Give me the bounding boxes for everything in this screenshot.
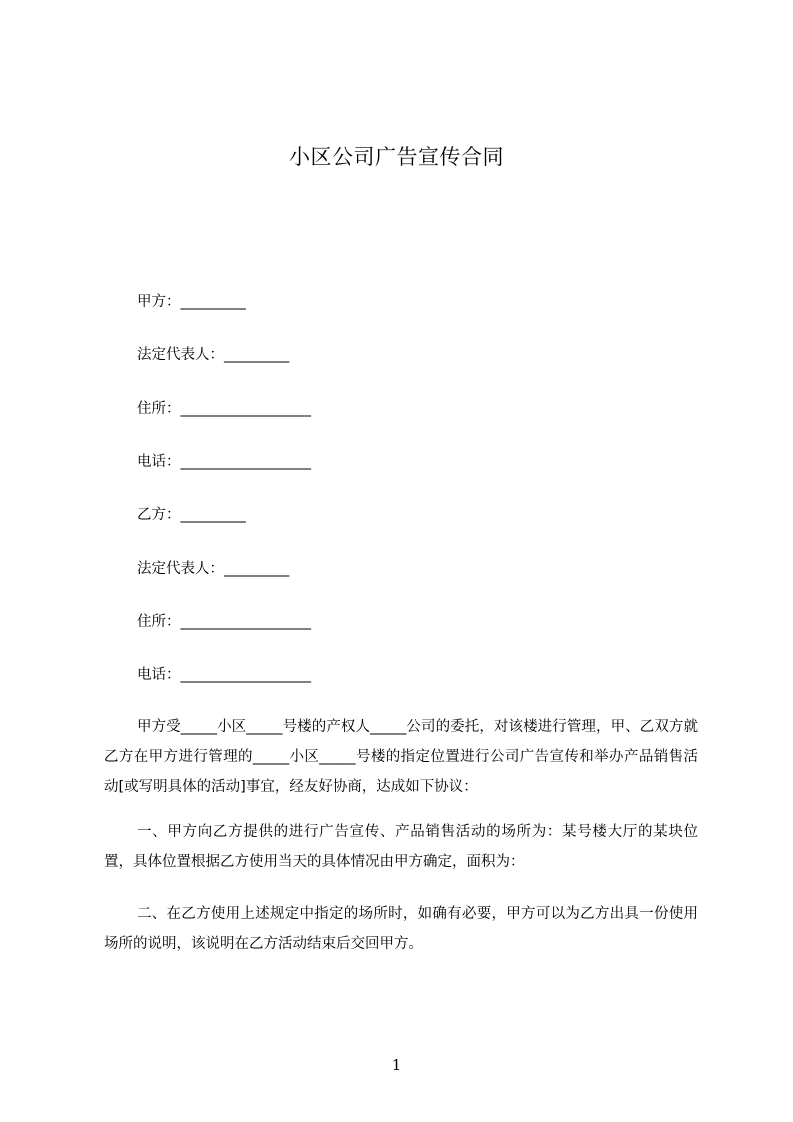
party-b-phone-field: 电话：__________________ [137,667,311,683]
party-a-legal-rep-field: 法定代表人：_________ [137,347,290,363]
party-b-legal-rep-field: 法定代表人：_________ [137,561,290,577]
contract-title: 小区公司广告宣传合同 [289,145,504,169]
party-a-phone-field: 电话：__________________ [137,454,311,470]
party-b-address-field: 住所：__________________ [137,614,311,630]
party-b-name-field: 乙方：_________ [137,507,246,523]
clause-two-paragraph: 二、在乙方使用上述规定中指定的场所时，如确有必要，甲方可以为乙方出具一份使用场所的说明，该说明在乙方活动结束后交回甲方。 [104,906,698,952]
party-a-name-field: 甲方：_________ [137,294,246,310]
page-number: 1 [391,1056,402,1074]
clause-one-paragraph: 一、甲方向乙方提供的进行广告宣传、产品销售活动的场所为：某号楼大厅的某块位置，具体位置根据乙方使用当天的具体情况由甲方确定，面积为： [104,824,698,870]
party-a-address-field: 住所：__________________ [137,401,311,417]
intro-paragraph: 甲方受_____小区_____号楼的产权人_____公司的委托，对该楼进行管理，甲、乙双方就乙方在甲方进行管理的_____小区_____号楼的指定位置进行公司广告宣传和举办产品销售活动[或写明具体的活动]事宜，经友好协商，达成如下协议： [104,719,698,795]
